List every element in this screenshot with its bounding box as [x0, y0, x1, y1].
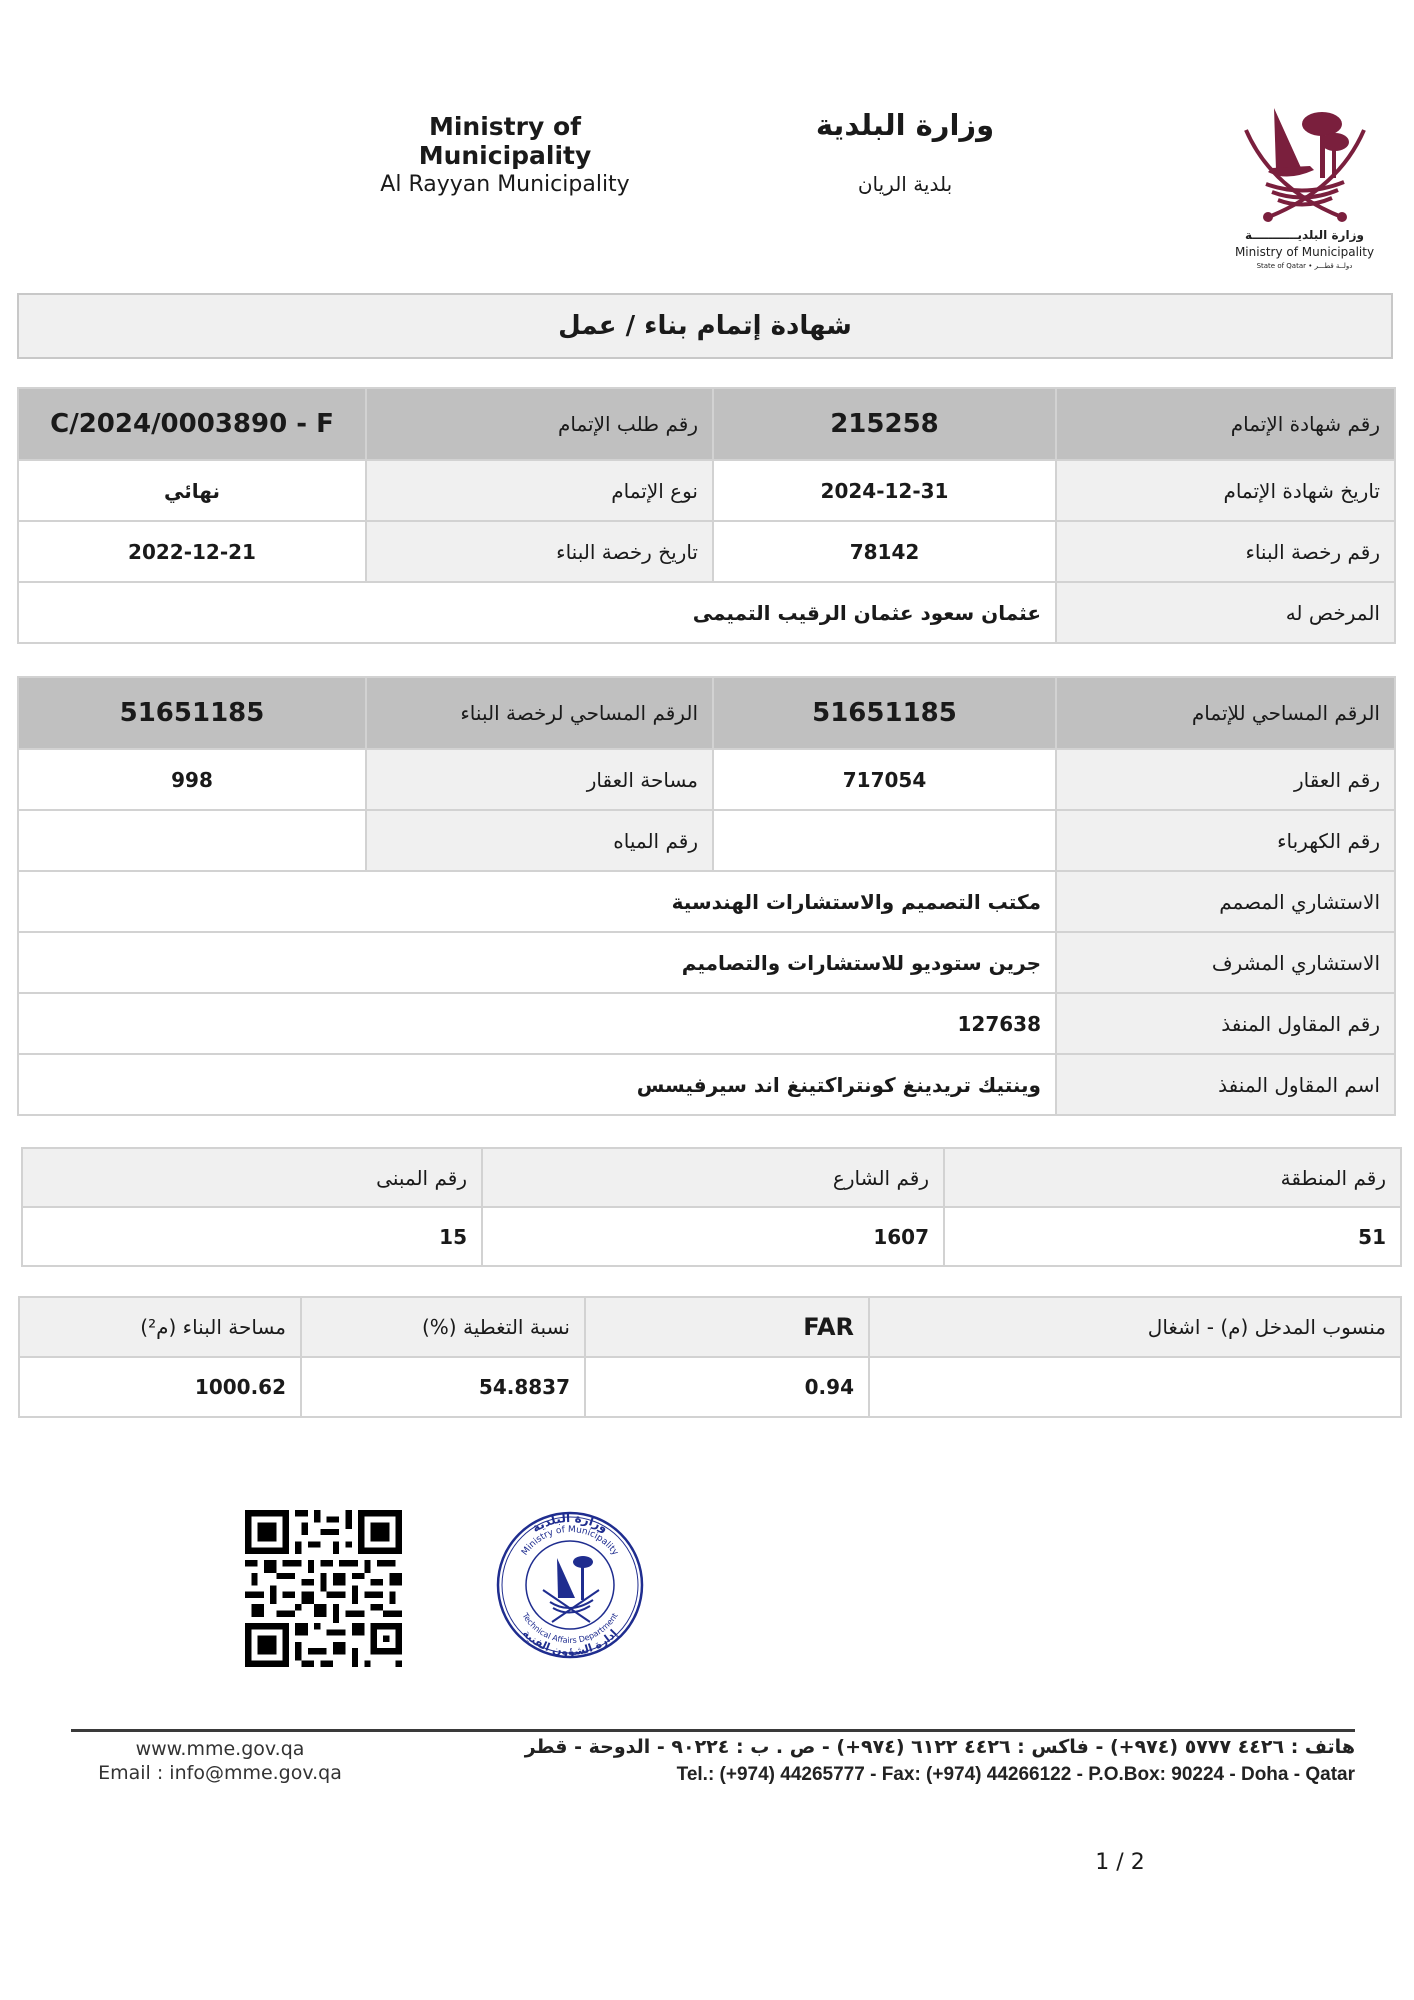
table-row	[18, 749, 1395, 810]
survey-number-completion-label: الرقم المساحي للإتمام	[1056, 677, 1395, 749]
cert-number-value: 215258	[713, 388, 1056, 460]
table-row	[22, 1207, 1401, 1266]
design-consultant-value: مكتب التصميم والاستشارات الهندسية	[18, 871, 1056, 932]
street-number-label: رقم الشارع	[482, 1148, 944, 1207]
document-title-bar	[17, 293, 1393, 359]
entrance-level-label: منسوب المدخل (م) - اشغال	[869, 1297, 1401, 1357]
supervising-consultant-value: جرين ستوديو للاستشارات والتصاميم	[18, 932, 1056, 993]
property-area-value: 998	[18, 749, 366, 810]
table-row	[18, 932, 1395, 993]
logo-caption-ar: وزارة البلديـــــــــــة	[1245, 228, 1364, 242]
table-row	[18, 388, 1395, 460]
completion-type-value: نهائي	[18, 460, 366, 521]
contractor-name-value: وينتيك تريدينغ كونتراكتينغ اند سيرفيسس	[18, 1054, 1056, 1115]
permit-date-value: 2022-12-21	[18, 521, 366, 582]
electricity-number-label: رقم الكهرباء	[1056, 810, 1395, 871]
ministry-title-ar: وزارة البلدية	[815, 108, 995, 142]
permit-number-value: 78142	[713, 521, 1056, 582]
licensee-value: عثمان سعود عثمان الرقيب التميمى	[18, 582, 1056, 643]
cert-date-label: تاريخ شهادة الإتمام	[1056, 460, 1395, 521]
svg-text:وزارة البلدية: وزارة البلدية	[529, 1510, 611, 1536]
supervising-consultant-label: الاستشاري المشرف	[1056, 932, 1395, 993]
building-number-label: رقم المبنى	[22, 1148, 482, 1207]
table-row	[18, 460, 1395, 521]
completion-type-label: نوع الإتمام	[366, 460, 713, 521]
footer-website-link[interactable]: www.mme.gov.qa	[135, 1738, 305, 1760]
table-row	[18, 810, 1395, 871]
svg-text:إدارة الشؤون الفنية: إدارة الشؤون الفنية	[519, 1626, 621, 1659]
property-number-label: رقم العقار	[1056, 749, 1395, 810]
table-row	[18, 582, 1395, 643]
zone-number-label: رقم المنطقة	[944, 1148, 1401, 1207]
footer-divider	[71, 1729, 1355, 1732]
property-table	[17, 676, 1396, 1116]
certificate-table	[17, 387, 1396, 644]
contractor-number-label: رقم المقاول المنفذ	[1056, 993, 1395, 1054]
water-number-value	[18, 810, 366, 871]
municipality-name-ar: بلدية الريان	[857, 172, 953, 196]
table-row	[18, 871, 1395, 932]
table-row	[19, 1297, 1401, 1357]
property-number-value: 717054	[713, 749, 1056, 810]
survey-number-permit-value: 51651185	[18, 677, 366, 749]
qr-code[interactable]	[245, 1510, 402, 1667]
zone-number-value: 51	[944, 1207, 1401, 1266]
far-label: FAR	[585, 1297, 869, 1357]
design-consultant-label: الاستشاري المصمم	[1056, 871, 1395, 932]
ministry-logo	[1232, 100, 1377, 280]
survey-number-completion-value: 51651185	[713, 677, 1056, 749]
table-row	[18, 521, 1395, 582]
footer-email-link[interactable]: Email : info@mme.gov.qa	[98, 1762, 342, 1784]
electricity-number-value	[713, 810, 1056, 871]
qatar-emblem-icon	[1232, 100, 1377, 225]
building-area-value: 1000.62	[19, 1357, 301, 1417]
footer-contact-en: Tel.: (+974) 44265777 - Fax: (+974) 44266122 - P.O.Box: 90224 - Doha - Qatar	[676, 1764, 1355, 1785]
building-area-label: مساحة البناء (م²)	[19, 1297, 301, 1357]
table-row	[18, 1054, 1395, 1115]
table-row	[19, 1357, 1401, 1417]
official-stamp	[495, 1510, 645, 1660]
document-title: شهادة إتمام بناء / عمل	[558, 311, 852, 341]
water-number-label: رقم المياه	[366, 810, 713, 871]
table-row	[18, 993, 1395, 1054]
ministry-title-en: Ministry of Municipality	[418, 112, 592, 170]
building-metrics-table	[18, 1296, 1402, 1418]
street-number-value: 1607	[482, 1207, 944, 1266]
permit-number-label: رقم رخصة البناء	[1056, 521, 1395, 582]
contractor-number-value: 127638	[18, 993, 1056, 1054]
table-row	[18, 677, 1395, 749]
cert-number-label: رقم شهادة الإتمام	[1056, 388, 1395, 460]
building-number-value: 15	[22, 1207, 482, 1266]
coverage-ratio-label: نسبة التغطية (%)	[301, 1297, 585, 1357]
survey-number-permit-label: الرقم المساحي لرخصة البناء	[366, 677, 713, 749]
table-row	[22, 1148, 1401, 1207]
coverage-ratio-value: 54.8837	[301, 1357, 585, 1417]
logo-caption-state: State of Qatar • دولــة قطـــر	[1256, 262, 1353, 270]
contractor-name-label: اسم المقاول المنفذ	[1056, 1054, 1395, 1115]
page-number: 1 / 2	[1095, 1850, 1145, 1875]
logo-caption-en: Ministry of Municipality	[1234, 245, 1375, 259]
property-area-label: مساحة العقار	[366, 749, 713, 810]
footer-contact-ar: هاتف : ٤٤٢٦ ٥٧٧٧ (٩٧٤+) - فاكس : ٤٤٢٦ ٦١٢٢ (٩٧٤+) - ص . ب : ٩٠٢٢٤ - الدوحة - قطر	[524, 1736, 1355, 1758]
far-value: 0.94	[585, 1357, 869, 1417]
svg-text:Ministry of Municipality: Ministry of Municipality	[520, 1524, 620, 1558]
cert-date-value: 2024-12-31	[713, 460, 1056, 521]
request-number-label: رقم طلب الإتمام	[366, 388, 713, 460]
request-number-value: C/2024/0003890 - F	[18, 388, 366, 460]
permit-date-label: تاريخ رخصة البناء	[366, 521, 713, 582]
address-table	[21, 1147, 1402, 1267]
entrance-level-value	[869, 1357, 1401, 1417]
municipality-name-en: Al Rayyan Municipality	[380, 172, 630, 197]
licensee-label: المرخص له	[1056, 582, 1395, 643]
qr-code-icon	[245, 1510, 402, 1667]
svg-text:Technical Affairs Department: Technical Affairs Department	[520, 1611, 620, 1646]
official-stamp-icon	[495, 1510, 645, 1660]
